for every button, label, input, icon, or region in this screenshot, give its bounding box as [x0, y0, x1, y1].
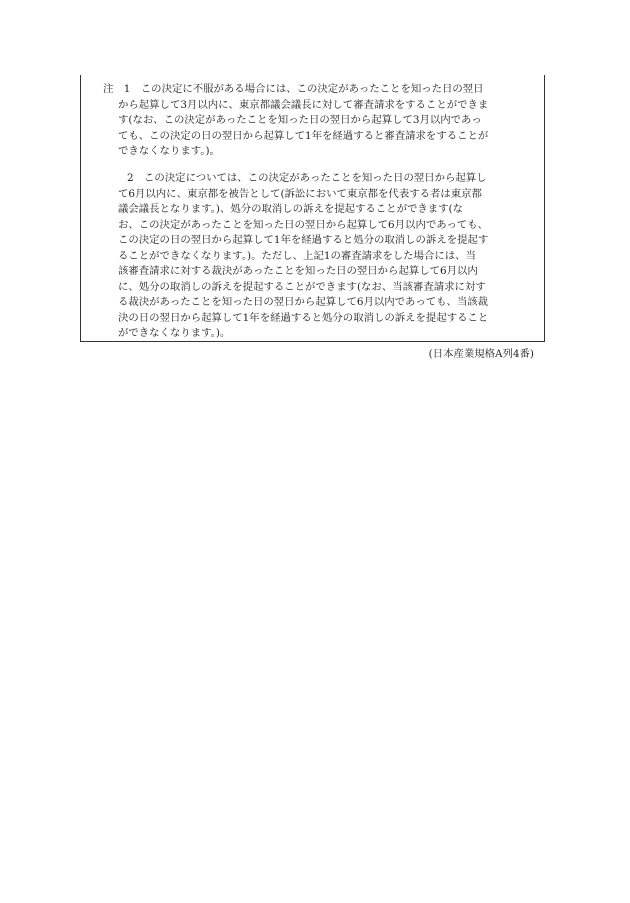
note-2 [103, 171, 540, 342]
note-2-line: る裁決があったことを知った日の翌日から起算して6月以内であっても、当該裁 [118, 296, 489, 308]
note-2-line: この決定の日の翌日から起算して1年を経過すると処分の取消しの訴えを提起す [118, 234, 489, 246]
note-2-line: 議会議長となります。)、処分の取消しの訴えを提起することができます(な [118, 203, 463, 215]
note-1-line: 注 1 この決定に不服がある場合には、この決定があったことを知った日の翌日 [103, 83, 484, 95]
note-1-line: できなくなります。)。 [118, 145, 220, 157]
note-2-line: お、この決定があったことを知った日の翌日から起算して6月以内であっても、 [118, 218, 489, 231]
note-2-line: ることができなくなります。)。ただし、上記1の審査請求をした場合には、当 [118, 249, 476, 262]
note-2-line: 2 この決定については、この決定があったことを知った日の翌日から起算し [127, 172, 487, 184]
note-1-line: ても、この決定の日の翌日から起算して1年を経過すると審査請求をすることが [118, 129, 489, 142]
paper-size-caption: (日本産業規格A列4番) [428, 348, 534, 360]
note-1-line: から起算して3月以内に、東京都議会議長に対して審査請求をすることができま [118, 98, 489, 111]
note-2-line: 該審査請求に対する裁決があったことを知った日の翌日から起算して6月以内 [118, 265, 478, 277]
note-2-line: て6月以内に、東京都を被告として(訴訟において東京都を代表する者は東京都 [118, 187, 482, 200]
note-2-line: ができなくなります。)。 [118, 327, 231, 339]
note-1-line: す(なお、この決定があったことを知った日の翌日から起算して3月以内であっ [118, 114, 482, 126]
note-2-line: に、処分の取消しの訴えを提起することができます(なお、当該審査請求に対す [118, 280, 486, 293]
note-1 [103, 82, 540, 160]
note-2-line: 決の日の翌日から起算して1年を経過すると処分の取消しの訴えを提起すること [118, 311, 489, 324]
